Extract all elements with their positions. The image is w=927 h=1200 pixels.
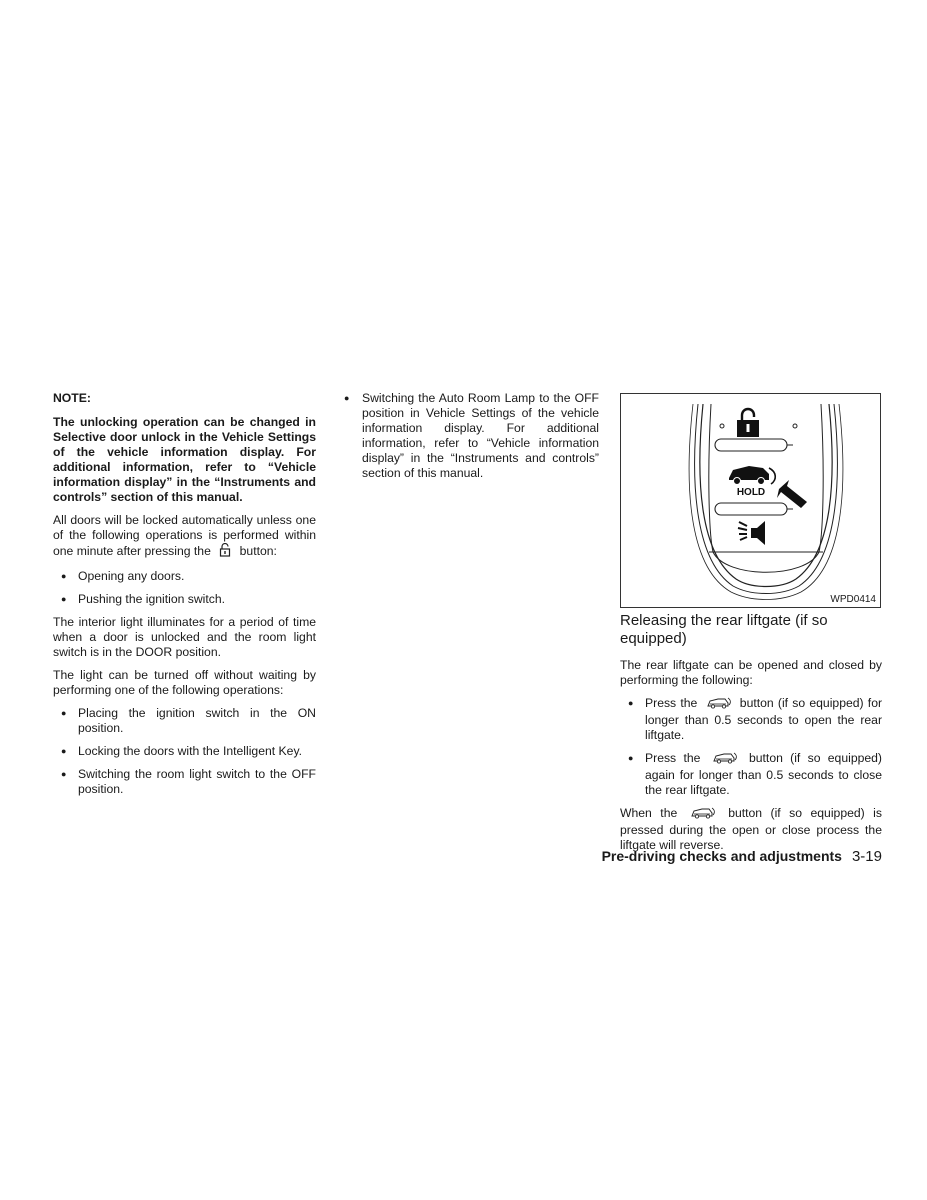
list-item	[620, 696, 882, 743]
paragraph-text-end: button (if so equipped) is pressed during the open or close process the liftgate will reverse.	[620, 806, 882, 852]
footer-section-title: Pre-driving checks and adjustments	[601, 848, 842, 864]
liftgate-button-icon	[712, 751, 738, 768]
bullet-text: Press the	[645, 751, 701, 765]
light-off-list	[53, 706, 316, 797]
right-column	[620, 612, 882, 861]
light-off-intro: The light can be turned off without waiting by performing one of the following operations:	[53, 668, 316, 697]
interior-light-paragraph: The interior light illuminates for a period of time when a door is unlocked and the room light switch is in the DOOR position.	[53, 615, 316, 659]
liftgate-button-icon	[690, 806, 716, 823]
liftgate-icon	[729, 466, 775, 498]
list-item: ● Switching the room light switch to the OFF position.	[53, 767, 316, 797]
page-number: 3-19	[851, 848, 882, 865]
liftgate-button-icon	[706, 696, 732, 713]
section-title: Releasing the rear liftgate (if so equipped)	[620, 612, 828, 647]
note-heading: NOTE:	[53, 391, 91, 405]
auto-lock-text: All doors will be locked automatically unless one of the following operations is performed within one minute after pressing the	[53, 513, 316, 558]
bullet-text-end: button (if so equipped) for longer than 0.5 seconds to open the rear liftgate.	[645, 696, 883, 742]
note-body: The unlocking operation can be changed in Selective door unlock in the Vehicle Settings of the vehicle information display. For additional information, refer to “Vehicle information display” in the “Instruments and controls” section of this manual.	[53, 415, 316, 504]
liftgate-intro: The rear liftgate can be opened and closed by performing the following:	[620, 658, 882, 687]
left-column	[53, 391, 316, 805]
list-item	[620, 751, 882, 798]
intelligent-key-figure	[620, 393, 881, 608]
hold-label: HOLD	[736, 487, 766, 498]
list-item: ● Locking the doors with the Intelligent Key.	[53, 744, 316, 759]
page-footer	[540, 848, 882, 865]
list-item: ● Opening any doors.	[53, 569, 316, 584]
unlock-button-icon	[218, 543, 232, 561]
auto-lock-text-end: button:	[239, 544, 277, 558]
list-item: ● Placing the ignition switch in the ON position.	[53, 706, 316, 736]
bullet-text: Press the	[645, 696, 698, 710]
auto-lock-paragraph	[53, 513, 316, 561]
auto-lock-list	[53, 569, 316, 607]
reverse-paragraph	[620, 806, 882, 853]
arrow-icon	[777, 480, 807, 508]
paragraph-text: When the	[620, 806, 678, 820]
room-lamp-list	[337, 391, 599, 481]
middle-column	[337, 391, 599, 489]
list-item: ● Switching the Auto Room Lamp to the OFF position in Vehicle Settings of the vehicle information display. For additional information, refer to “Vehicle information display” in the “Instruments and controls” section of this manual.	[337, 391, 599, 481]
panic-alarm-icon	[738, 521, 765, 545]
bullet-text-end: button (if so equipped) again for longer than 0.5 seconds to close the rear liftgate.	[645, 751, 882, 797]
liftgate-list	[620, 696, 882, 798]
list-item: ● Pushing the ignition switch.	[53, 592, 316, 607]
figure-code: WPD0414	[830, 594, 876, 605]
key-fob-illustration	[621, 394, 880, 607]
unlock-icon	[737, 409, 759, 437]
